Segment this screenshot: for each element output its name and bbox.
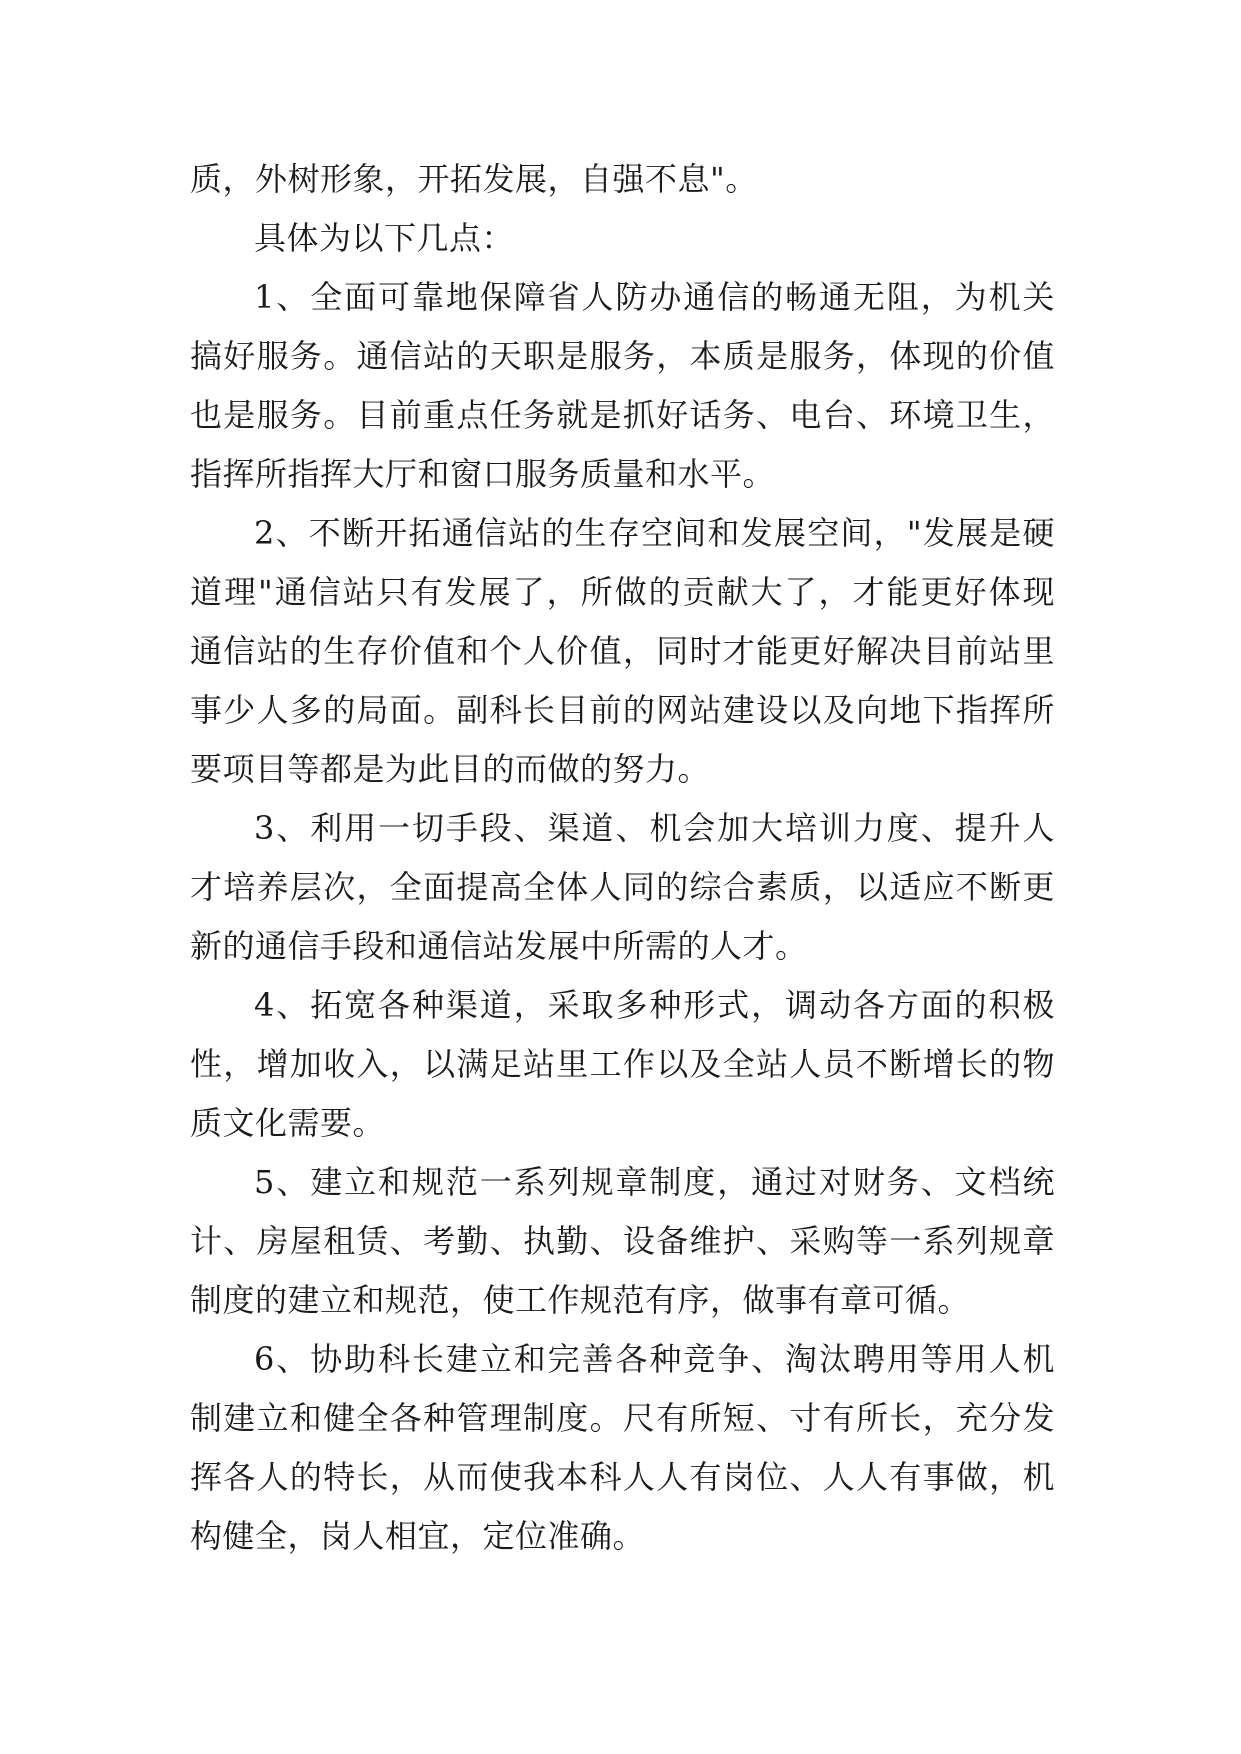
text-line: 具体为以下几点： xyxy=(254,219,515,257)
text-line: 道理"通信站只有发展了，所做的贡献大了，才能更好体现 xyxy=(190,573,1055,611)
text-line: 事少人多的局面。副科长目前的网站建设以及向地下指挥所 xyxy=(190,691,1055,729)
text-line: 才培养层次，全面提高全体人同的综合素质，以适应不断更 xyxy=(190,868,1055,906)
text-line: 指挥所指挥大厅和窗口服务质量和水平。 xyxy=(190,455,776,493)
document-body xyxy=(190,150,1055,1566)
text-line: 2、不断开拓通信站的生存空间和发展空间，"发展是硬 xyxy=(254,514,1055,552)
text-line: 制度的建立和规范，使工作规范有序，做事有章可循。 xyxy=(190,1281,971,1319)
text-line: 1、全面可靠地保障省人防办通信的畅通无阻，为机关 xyxy=(254,278,1055,316)
text-line: 新的通信手段和通信站发展中所需的人才。 xyxy=(190,927,808,965)
text-line: 6、协助科长建立和完善各种竞争、淘汰聘用等用人机 xyxy=(254,1340,1055,1378)
text-line: 质文化需要。 xyxy=(190,1104,386,1142)
text-line: 搞好服务。通信站的天职是服务，本质是服务，体现的价值 xyxy=(190,337,1055,375)
text-line: 要项目等都是为此目的而做的努力。 xyxy=(190,750,711,788)
text-line: 性，增加收入，以满足站里工作以及全站人员不断增长的物 xyxy=(190,1045,1055,1083)
text-line: 5、建立和规范一系列规章制度，通过对财务、文档统 xyxy=(254,1163,1055,1201)
text-line: 计、房屋租赁、考勤、执勤、设备维护、采购等一系列规章 xyxy=(190,1222,1055,1260)
text-line: 质，外树形象，开拓发展，自强不息"。 xyxy=(190,160,758,198)
text-line: 也是服务。目前重点任务就是抓好话务、电台、环境卫生， xyxy=(190,396,1055,434)
text-line: 通信站的生存价值和个人价值，同时才能更好解决目前站里 xyxy=(190,632,1055,670)
text-line: 制建立和健全各种管理制度。尺有所短、寸有所长，充分发 xyxy=(190,1399,1055,1437)
text-line: 3、利用一切手段、渠道、机会加大培训力度、提升人 xyxy=(254,809,1055,847)
text-line: 构健全，岗人相宜，定位准确。 xyxy=(190,1517,646,1555)
text-line: 挥各人的特长，从而使我本科人人有岗位、人人有事做，机 xyxy=(190,1458,1055,1496)
text-line: 4、拓宽各种渠道，采取多种形式，调动各方面的积极 xyxy=(254,986,1055,1024)
